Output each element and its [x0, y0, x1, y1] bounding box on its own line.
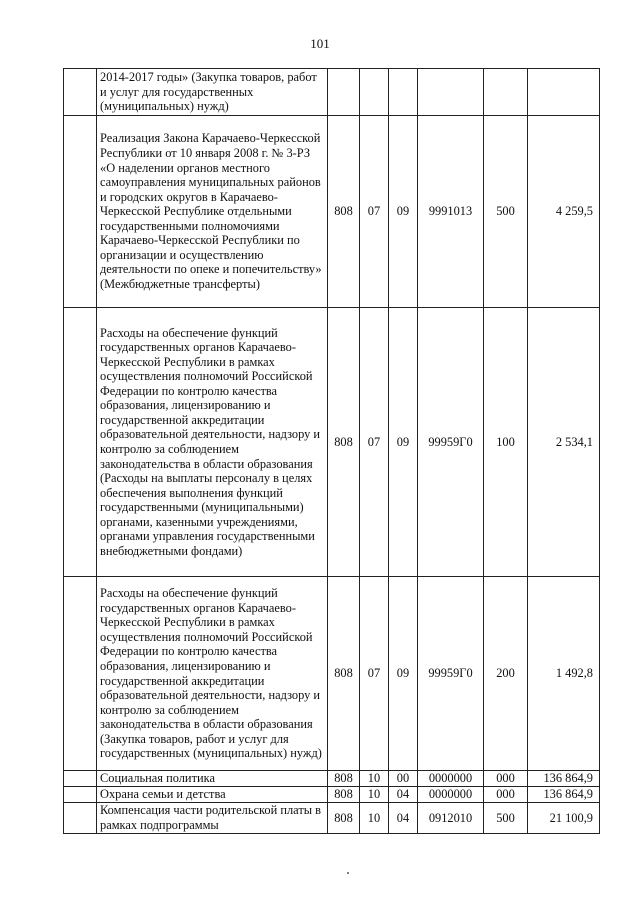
- subsection-code: 09: [389, 577, 418, 771]
- table-row: [64, 69, 600, 116]
- section-code: [360, 69, 389, 116]
- subsection-code: 04: [389, 803, 418, 834]
- row-number-cell: [64, 803, 97, 834]
- table-row: [64, 787, 600, 803]
- expense-type-code: 100: [484, 308, 528, 577]
- admin-code: [328, 69, 360, 116]
- table-row: [64, 116, 600, 308]
- expense-type-code: 200: [484, 577, 528, 771]
- row-number-cell: [64, 308, 97, 577]
- amount: 1 492,8: [528, 577, 600, 771]
- section-code: 10: [360, 803, 389, 834]
- row-number-cell: [64, 787, 97, 803]
- subsection-code: 09: [389, 116, 418, 308]
- amount: 136 864,9: [528, 787, 600, 803]
- section-code: 10: [360, 771, 389, 787]
- table-row: [64, 308, 600, 577]
- expense-name: Компенсация части родительской платы в рамках подпрограммы: [97, 803, 328, 834]
- target-code: [418, 69, 484, 116]
- target-code: 99959Г0: [418, 577, 484, 771]
- expense-name: Охрана семьи и детства: [97, 787, 328, 803]
- scan-speck: [347, 872, 349, 874]
- admin-code: 808: [328, 116, 360, 308]
- row-number-cell: [64, 577, 97, 771]
- amount: 4 259,5: [528, 116, 600, 308]
- section-code: 07: [360, 116, 389, 308]
- section-code: 07: [360, 308, 389, 577]
- admin-code: 808: [328, 771, 360, 787]
- row-number-cell: [64, 116, 97, 308]
- page-number: 101: [310, 36, 330, 51]
- subsection-code: 09: [389, 308, 418, 577]
- expense-name: 2014-2017 годы» (Закупка товаров, работ и услуг для государственных (муниципальных) нужд): [97, 69, 328, 116]
- subsection-code: 04: [389, 787, 418, 803]
- amount: 136 864,9: [528, 771, 600, 787]
- target-code: 0000000: [418, 771, 484, 787]
- target-code: 9991013: [418, 116, 484, 308]
- expense-name: Реализация Закона Карачаево-Черкесской Республики от 10 января 2008 г. № 3-РЗ «О наделении органов местного самоуправления муниципальных районов и городских округов в Карачаево-Черкесской Республике отдельными государственными полномочиями Карачаево-Черкесской Республики по организации и осуществлению деятельности по опеке и попечительству» (Межбюджетные трансферты): [97, 116, 328, 308]
- row-number-cell: [64, 69, 97, 116]
- section-code: 10: [360, 787, 389, 803]
- subsection-code: 00: [389, 771, 418, 787]
- expense-name: Расходы на обеспечение функций государственных органов Карачаево-Черкесской Республики в рамках осуществления полномочий Российской Федерации по контролю качества образования, лицензированию и государственной аккредитации образовательной деятельности, надзору и контролю за соблюдением законодательства в области образования (Закупка товаров, работ и услуг для государственных (муниципальных) нужд): [97, 577, 328, 771]
- expense-type-code: 000: [484, 787, 528, 803]
- admin-code: 808: [328, 308, 360, 577]
- expense-name: Расходы на обеспечение функций государственных органов Карачаево-Черкесской Республики в рамках осуществления полномочий Российской Федерации по контролю качества образования, лицензированию и государственной аккредитации образовательной деятельности, надзору и контролю за соблюдением законодательства в области образования (Расходы на выплаты персоналу в целях обеспечения выполнения функций государственными (муниципальными) органами, казенными учреждениями, органами управления государственными внебюджетными фондами): [97, 308, 328, 577]
- row-number-cell: [64, 771, 97, 787]
- amount: [528, 69, 600, 116]
- admin-code: 808: [328, 787, 360, 803]
- budget-table: [63, 68, 600, 834]
- admin-code: 808: [328, 577, 360, 771]
- target-code: 99959Г0: [418, 308, 484, 577]
- expense-type-code: [484, 69, 528, 116]
- subsection-code: [389, 69, 418, 116]
- table-row: [64, 803, 600, 834]
- target-code: 0912010: [418, 803, 484, 834]
- table-row: [64, 577, 600, 771]
- expense-name: Социальная политика: [97, 771, 328, 787]
- expense-type-code: 500: [484, 803, 528, 834]
- section-code: 07: [360, 577, 389, 771]
- amount: 21 100,9: [528, 803, 600, 834]
- table-row: [64, 771, 600, 787]
- expense-type-code: 000: [484, 771, 528, 787]
- admin-code: 808: [328, 803, 360, 834]
- amount: 2 534,1: [528, 308, 600, 577]
- target-code: 0000000: [418, 787, 484, 803]
- expense-type-code: 500: [484, 116, 528, 308]
